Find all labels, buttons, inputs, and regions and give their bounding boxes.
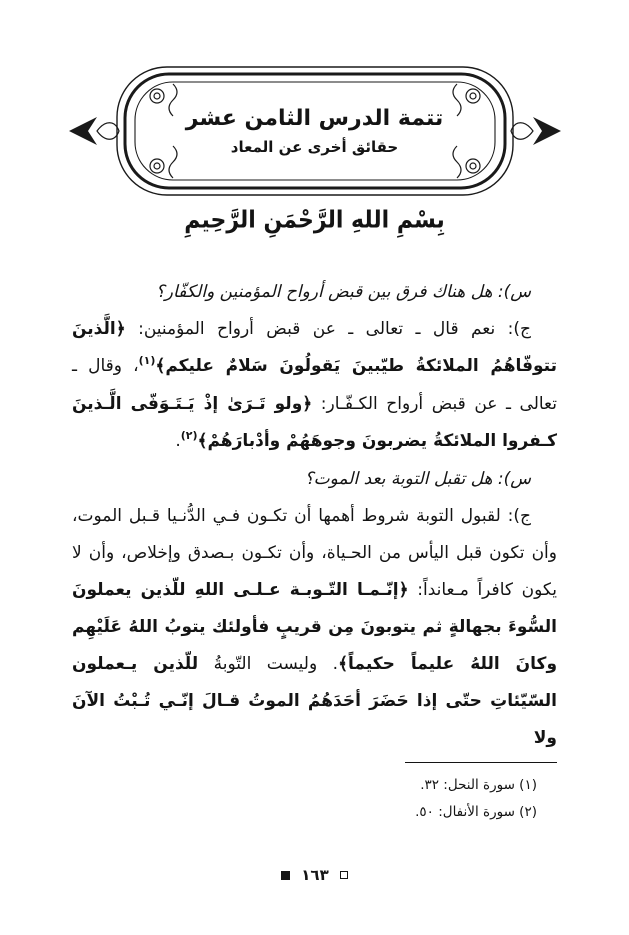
- question-paragraph: [72, 274, 557, 311]
- answer-paragraph: [72, 311, 557, 461]
- body-text-segment: .: [175, 431, 181, 451]
- footnote-marker: (١): [138, 354, 156, 367]
- body-text-segment: ج): لقبول التوبة شروط أهمها أن تكـون فـي الدُّنـيا قـبل الموت، وأن تكون قبل اليأس من الحـياة، وأن تكـون بـصدق وإخلاص، وأن لا يكون كافراً مـعانداً:: [72, 506, 557, 600]
- page-number-row: [0, 866, 629, 884]
- footnote-marker: (٢): [180, 429, 198, 442]
- answer-paragraph: [72, 498, 557, 757]
- basmala-calligraphy: بِسْمِ اللهِ الرَّحْمَنِ الرَّحِيمِ: [184, 207, 445, 234]
- footnote: (٢) سورة الأنفال: ٥٠.: [415, 804, 537, 820]
- quran-quote: ﴿الَّذينَ تتوفّاهُمُ الملائكةُ طيّبينَ يَقولُونَ سَلامٌ عليكم﴾: [72, 319, 557, 376]
- question-paragraph: [72, 461, 557, 498]
- body-text: [72, 274, 557, 757]
- footnotes: [72, 772, 537, 826]
- quran-quote: ﴿إنّـمـا التّـوبـة عـلـى اللهِ للّذين يعملونَ السُّوءَ بجهالةٍ ثم يتوبونَ مِن قريبٍ فأولئك يتوبُ اللهُ عَلَيْهِم وكانَ اللهُ عليماً حكيماً﴾: [72, 580, 558, 674]
- chapter-header-frame: [65, 60, 565, 202]
- body-text-segment: ج): نعم قال ـ تعالى ـ عن قبض أرواح المؤمنين:: [125, 319, 531, 339]
- footnote: (١) سورة النحل: ٣٢.: [420, 777, 537, 793]
- page-number: ١٦٣: [301, 866, 329, 884]
- body-text-segment: ، وقال ـ تعالى ـ عن قبض أرواح الكـفّـار:: [72, 356, 557, 414]
- open-square-icon: [340, 871, 348, 879]
- filled-square-icon: [281, 871, 290, 880]
- footnote-separator: [405, 762, 557, 763]
- body-text-segment: . وليست التّوبةُ: [198, 654, 339, 674]
- chapter-title: تتمة الدرس الثامن عشر: [185, 106, 444, 131]
- body-text-segment: س): هل هناك فرق بين قبض أرواح المؤمنين والكفّار؟: [155, 282, 531, 302]
- quran-quote: للّذين يـعملون السّيّئاتِ حتّى إذا حَضَرَ أحَدَهُمُ الموتُ قـالَ إنّـي تُـبْتُ الآنَ ولا: [72, 654, 557, 748]
- body-text-segment: س): هل تقبل التوبة بعد الموت؟: [304, 469, 531, 489]
- quran-quote: ﴿ولو تَـرَىٰ إذْ يَـتَـوَفّى الَّـذينَ كـفروا الملائكةُ يضربونَ وجوهَهُمْ وأدْبارَهُمْ﴾: [72, 394, 557, 451]
- chapter-subtitle: حقائق أخرى عن المعاد: [230, 138, 399, 156]
